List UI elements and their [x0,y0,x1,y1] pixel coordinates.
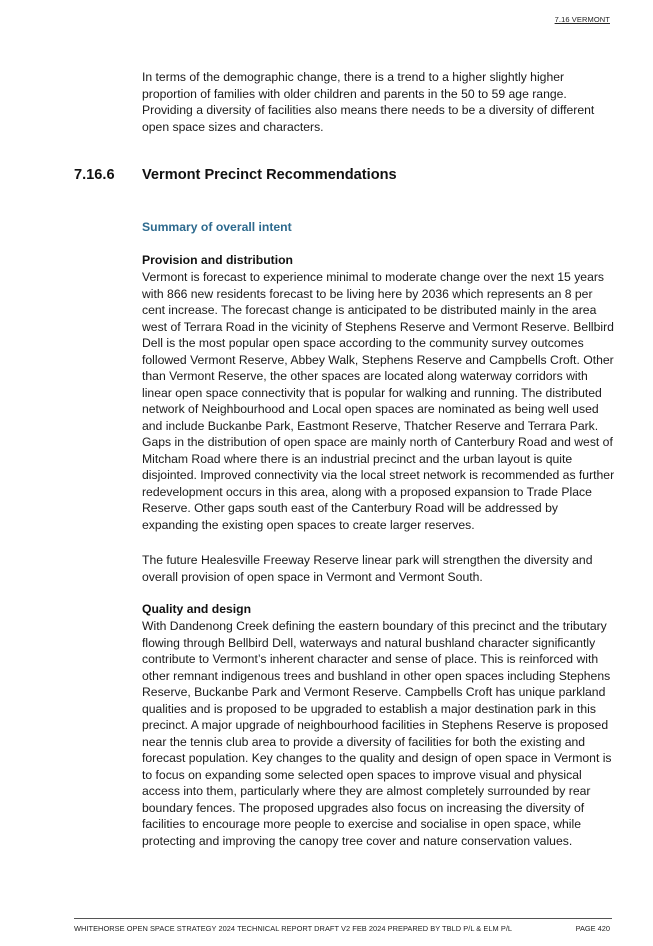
quality-paragraph: With Dandenong Creek defining the eastern boundary of this precinct and the tributary flowing through Bellbird Dell, waterways and natural bushland character significantly contribute to Vermont’s inherent character and sense of place. This is reinforced with other remnant indigenous trees and bushland in other open spaces including Stephens Reserve, Buckanbe Park and Vermont Reserve. Campbells Croft has unique parkland qualities and is proposed to be upgraded to establish a major destination park in this precinct. A major upgrade of neighbourhood facilities in Stephens Reserve is proposed near the tennis club area to provide a diversity of facilities for both the existing and forecast population. Key changes to the quality and design of open space in Vermont is to focus on expanding some selected open spaces to improve visual and physical access into them, particularly where they are almost completely surrounded by rear boundary fences. The proposed upgrades also focus on increasing the diversity of facilities to encourage more people to exercise and socialise in open space, while protecting and improving the canopy tree cover and nature conservation values. [142,619,612,848]
footer-divider [74,918,612,919]
provision-paragraph: Vermont is forecast to experience minimal to moderate change over the next 15 years with 866 new residents forecast to be living here by 2036 which represents an 8 per cent increase. The forecast change is anticipated to be distributed mainly in the area west of Terrara Road in the vicinity of Stephens Reserve and Vermont Reserve. Bellbird Dell is the most popular open space according to the community survey outcomes followed Vermont Reserve, Abbey Walk, Stephens Reserve and Campbells Croft. Other than Vermont Reserve, the other spaces are located along waterway corridors with linear open space connectivity that is popular for walking and running. The distributed network of Neighbourhood and Local open spaces are nominated as being well used and include Buckanbe Park, Eastmont Reserve, Thatcher Reserve and Terrara Park. Gaps in the distribution of open space are mainly north of Canterbury Road and west of Mitcham Road where there is an industrial precinct and the urban layout is quite disjointed. Improved connectivity via the local street network is recommended as further redevelopment occurs in this area, along with a proposed expansion to Trade Place Reserve. Other gaps south east of the Canterbury Road will be addressed by expanding the existing open spaces to create larger reserves. [142,270,615,532]
quality-heading: Quality and design [142,602,252,616]
section-title: Vermont Precinct Recommendations [142,167,397,183]
page-number: PAGE 420 [575,924,610,933]
section-number: 7.16.6 [74,167,115,183]
provision-heading: Provision and distribution [142,253,293,267]
section-heading [74,167,397,183]
intro-paragraph: In terms of the demographic change, there is a trend to a higher slightly higher proportion of families with older children and parents in the 50 to 59 age range. Providing a diversity of facilities also means there needs to be a diversity of different open space sizes and characters. [142,70,595,134]
running-head: 7.16 VERMONT [554,15,610,24]
footer-text: WHITEHORSE OPEN SPACE STRATEGY 2024 TECHNICAL REPORT DRAFT V2 FEB 2024 PREPARED BY TBLD P/L & ELM P/L [74,924,513,933]
freeway-paragraph: The future Healesville Freeway Reserve linear park will strengthen the diversity and overall provision of open space in Vermont and Vermont South. [142,553,593,584]
summary-heading: Summary of overall intent [142,220,292,234]
